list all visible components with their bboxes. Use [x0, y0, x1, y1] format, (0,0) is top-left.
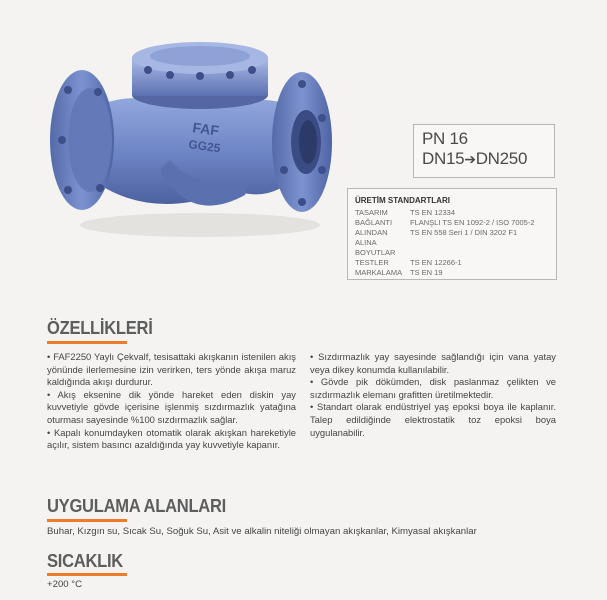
size-from: DN15: [422, 149, 465, 168]
temperature-text: +200 °C: [47, 579, 83, 590]
feature-item: • Akış eksenine dik yönde hareket eden diskin yay kuvvetiyle gövde içerisine işlenmiş sızdırmazlık yatağına oturması sayesinde %100 sızdırmazlık sağlar.: [47, 388, 296, 425]
valve-mark-brand: FAF: [191, 119, 221, 139]
temperature-heading: SICAKLIK: [47, 551, 124, 571]
applications-heading: UYGULAMA ALANLARI: [47, 496, 226, 516]
feature-item: • Kapalı konumdayken otomatik olarak akışkan hareketiyle açılır, sistem basıncı azaldığında yay kuvvetiyle kapanır.: [47, 426, 296, 451]
standards-row: [355, 208, 556, 218]
feature-item: • Standart olarak endüstriyel yaş epoksi boya ile kaplanır. Talep edildiğinde elektrostatik toz epoksi boya uygulanabilir.: [310, 401, 556, 438]
arrow-right-icon: ➔: [464, 151, 476, 167]
standards-label: BOYUTLAR: [355, 248, 396, 257]
standards-box: [347, 188, 557, 280]
standards-value: TS EN 12266-1: [410, 258, 462, 267]
temperature-underline: [47, 573, 127, 576]
standards-title: ÜRETİM STANDARTLARI: [355, 196, 450, 205]
standards-value: TS EN 19: [410, 268, 443, 277]
features-right-column: [310, 351, 556, 439]
standards-value: FLANŞLI TS EN 1092-2 / ISO 7005-2: [410, 218, 535, 227]
standards-label: TASARIM: [355, 208, 388, 217]
check-valve-image: [40, 20, 340, 260]
standards-row: [355, 268, 556, 278]
features-underline: [47, 341, 127, 344]
feature-item: • Sızdırmazlık yay sayesinde sağlandığı için vana yatay veya dikey konumda kullanılabilir.: [310, 351, 556, 375]
standards-value: TS EN 12334: [410, 208, 456, 217]
size-to: DN250: [475, 149, 528, 168]
spec-box: [413, 124, 555, 178]
standards-value: TS EN 558 Seri 1 / DIN 3202 F1: [410, 228, 518, 237]
feature-item: • FAF2250 Yaylı Çekvalf, tesisattaki akışkanın istenilen akış yönünde ilerlemesine izin verirken, ters yönde akışa maruz kaldığında akışı durdurur.: [47, 351, 296, 388]
size-range: [422, 149, 554, 169]
features-heading: ÖZELLİKLERİ: [47, 318, 153, 338]
feature-item: • Gövde pik dökümden, disk paslanmaz çelikten ve sızdırmazlık elemanı grafitten üretilmektedir.: [310, 376, 556, 400]
standards-row: [355, 248, 556, 258]
applications-underline: [47, 519, 127, 522]
standards-row: [355, 218, 556, 228]
standards-row: [355, 228, 556, 248]
standards-label: MARKALAMA: [355, 268, 403, 277]
pressure-rating: PN 16: [422, 129, 468, 148]
standards-row: [355, 258, 556, 268]
features-left-column: [47, 351, 296, 452]
standards-label: TESTLER: [355, 258, 389, 267]
valve-mark-material: GG25: [187, 137, 222, 156]
applications-text: Buhar, Kızgın su, Sıcak Su, Soğuk Su, Asit ve alkalin niteliği olmayan akışkanlar, Kimyasal akışkanlar: [47, 526, 477, 537]
standards-label: ALINDAN ALINA: [355, 228, 388, 247]
standards-label: BAĞLANTI: [355, 218, 393, 227]
